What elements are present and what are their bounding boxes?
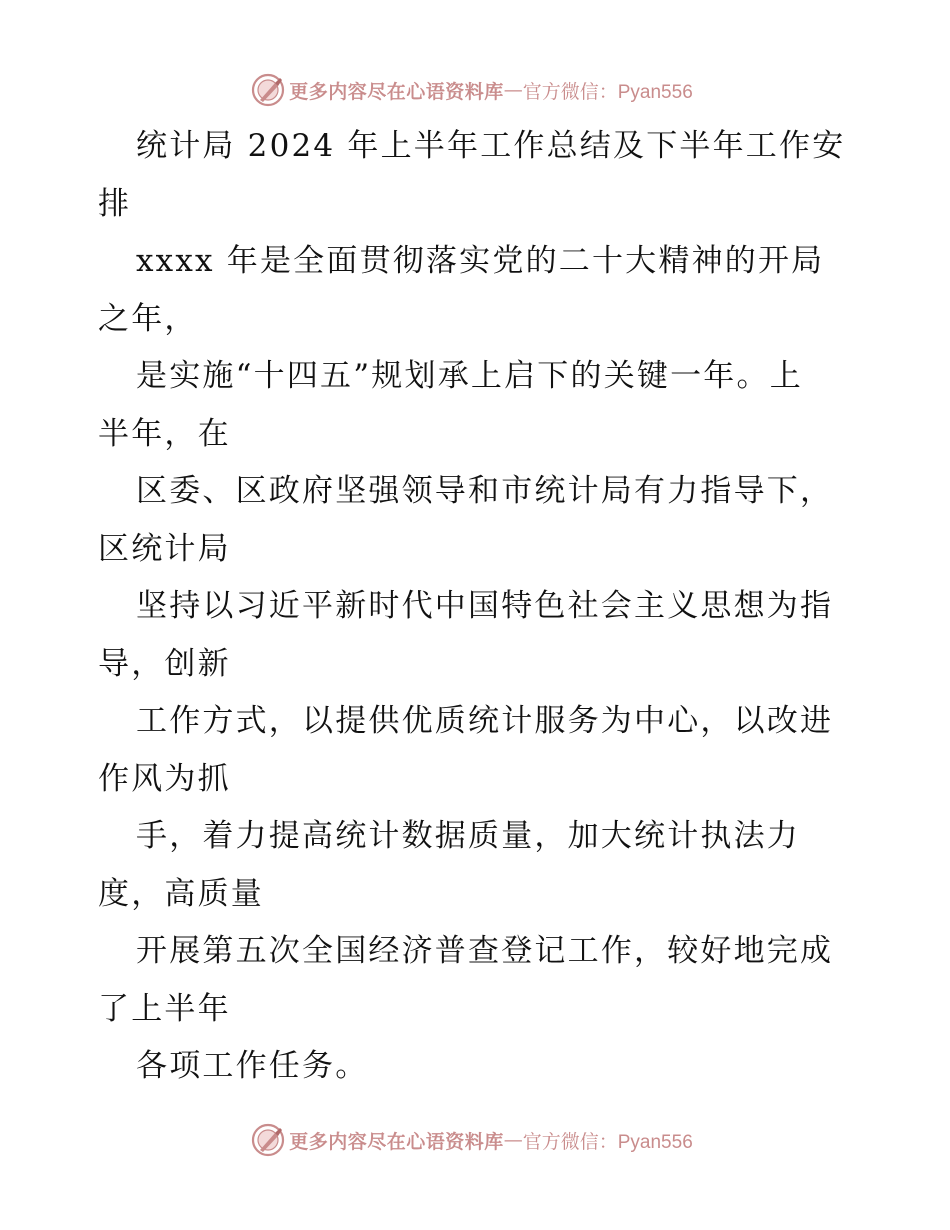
paragraph-line: 是实施“十四五”规划承上启下的关键一年。上	[136, 358, 803, 394]
watermark-main-text: 更多内容尽在心语资料库	[289, 1130, 504, 1153]
paragraph-line: 坚持以习近平新时代中国特色社会主义思想为指	[136, 588, 834, 624]
paragraph-line: 之年，	[98, 300, 198, 337]
paragraph	[0, 348, 950, 463]
watermark-contact: 官方微信：Pyan556	[522, 1131, 693, 1153]
paragraph-line: 作风为抓	[98, 760, 231, 797]
pen-nib-circle-icon	[251, 73, 285, 107]
paragraph	[0, 463, 950, 578]
paragraph	[0, 923, 950, 1038]
document-title	[0, 118, 950, 233]
paragraph	[0, 808, 950, 923]
paragraph-line: 区委、区政府坚强领导和市统计局有力指导下，	[136, 473, 834, 509]
paragraph-line: 各项工作任务。	[136, 1048, 369, 1084]
watermark-separator: —	[503, 79, 523, 101]
paragraph	[0, 693, 950, 808]
paragraph-line: 度，高质量	[98, 875, 264, 912]
watermark-contact: 官方微信：Pyan556	[522, 81, 693, 103]
paragraph-line: xxxx 年是全面贯彻落实党的二十大精神的开局	[136, 243, 825, 279]
paragraph-line: 导，创新	[98, 645, 231, 682]
document-body	[0, 118, 950, 1096]
watermark-separator: —	[503, 1129, 523, 1151]
paragraph	[0, 233, 950, 348]
paragraph-line: 了上半年	[98, 990, 231, 1027]
title-line-1: 统计局 2024 年上半年工作总结及下半年工作安	[136, 128, 846, 164]
paragraph-line: 工作方式，以提供优质统计服务为中心，以改进	[136, 703, 834, 739]
paragraph-line: 手，着力提高统计数据质量，加大统计执法力	[136, 818, 800, 854]
paragraph-line: 半年，在	[98, 415, 231, 452]
watermark-main-text: 更多内容尽在心语资料库	[289, 80, 504, 103]
paragraph	[0, 578, 950, 693]
footer-watermark	[0, 1120, 950, 1160]
title-line-2: 排	[98, 185, 132, 222]
paragraph-line: 开展第五次全国经济普查登记工作，较好地完成	[136, 933, 834, 969]
pen-nib-circle-icon	[251, 1123, 285, 1157]
header-watermark	[0, 70, 950, 110]
paragraph-line: 区统计局	[98, 530, 231, 567]
paragraph	[0, 1038, 950, 1096]
